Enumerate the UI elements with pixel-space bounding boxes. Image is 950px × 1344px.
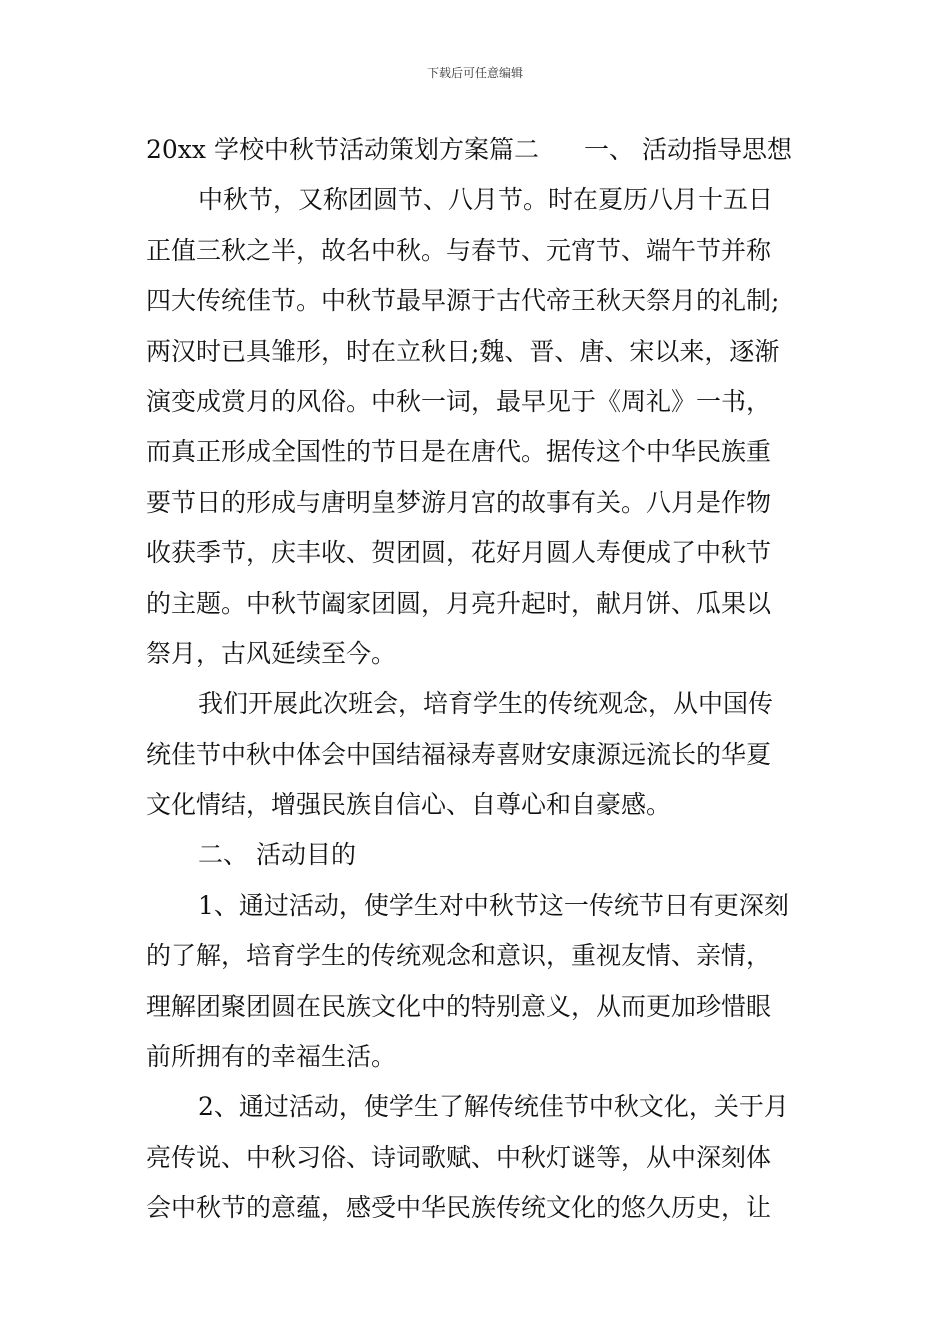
paragraph-line: 理解团聚团圆在民族文化中的特别意义，从而更加珍惜眼 — [146, 991, 772, 1021]
paragraph-line: 中秋节，又称团圆节、八月节。时在夏历八月十五日 — [198, 185, 774, 215]
paragraph-line: 祭月，古风延续至今。 — [146, 638, 397, 668]
paragraph-line: 前所拥有的幸福生活。 — [146, 1042, 397, 1072]
paragraph-line: 正值三秋之半，故名中秋。与春节、元宵节、端午节并称 — [146, 235, 772, 265]
title-line — [146, 125, 806, 175]
paragraph-line: 要节日的形成与唐明皇梦游月宫的故事有关。八月是作物 — [146, 487, 772, 517]
paragraph-line: 收获季节，庆丰收、贺团圆，花好月圆人寿便成了中秋节 — [146, 538, 772, 568]
header-note: 下载后可任意编辑 — [426, 66, 523, 80]
paragraph-line: 文化情结，增强民族自信心、自尊心和自豪感。 — [146, 790, 672, 820]
paragraph-line: 1、通过活动，使学生对中秋节这一传统节日有更深刻 — [198, 890, 789, 920]
section-heading-1: 一、 活动指导思想 — [584, 135, 792, 164]
paragraph-line: 四大传统佳节。中秋节最早源于古代帝王秋天祭月的礼制; — [146, 286, 780, 316]
paragraph-line: 两汉时已具雏形，时在立秋日;魏、晋、唐、宋以来，逐渐 — [146, 336, 780, 366]
paragraph-line: 统佳节中秋中体会中国结福禄寿喜财安康源远流长的华夏 — [146, 739, 772, 769]
paragraph-line: 我们开展此次班会，培育学生的传统观念，从中国传 — [198, 689, 774, 719]
section-heading-2: 二、 活动目的 — [198, 840, 356, 870]
paragraph-line: 2、通过活动，使学生了解传统佳节中秋文化，关于月 — [198, 1092, 789, 1122]
paragraph-line: 的主题。中秋节阖家团圆，月亮升起时，献月饼、瓜果以 — [146, 588, 772, 618]
paragraph-line: 而真正形成全国性的节日是在唐代。据传这个中华民族重 — [146, 437, 772, 467]
paragraph-line: 会中秋节的意蕴，感受中华民族传统文化的悠久历史，让 — [146, 1193, 772, 1223]
paragraph-line: 亮传说、中秋习俗、诗词歌赋、中秋灯谜等，从中深刻体 — [146, 1142, 772, 1172]
paragraph-line: 的了解，培育学生的传统观念和意识，重视友情、亲情， — [146, 941, 772, 971]
paragraph-line: 演变成赏月的风俗。中秋一词，最早见于《周礼》一书， — [146, 386, 772, 416]
body-text — [146, 125, 806, 1234]
document-title: 20xx 学校中秋节活动策划方案篇二 — [146, 135, 539, 164]
